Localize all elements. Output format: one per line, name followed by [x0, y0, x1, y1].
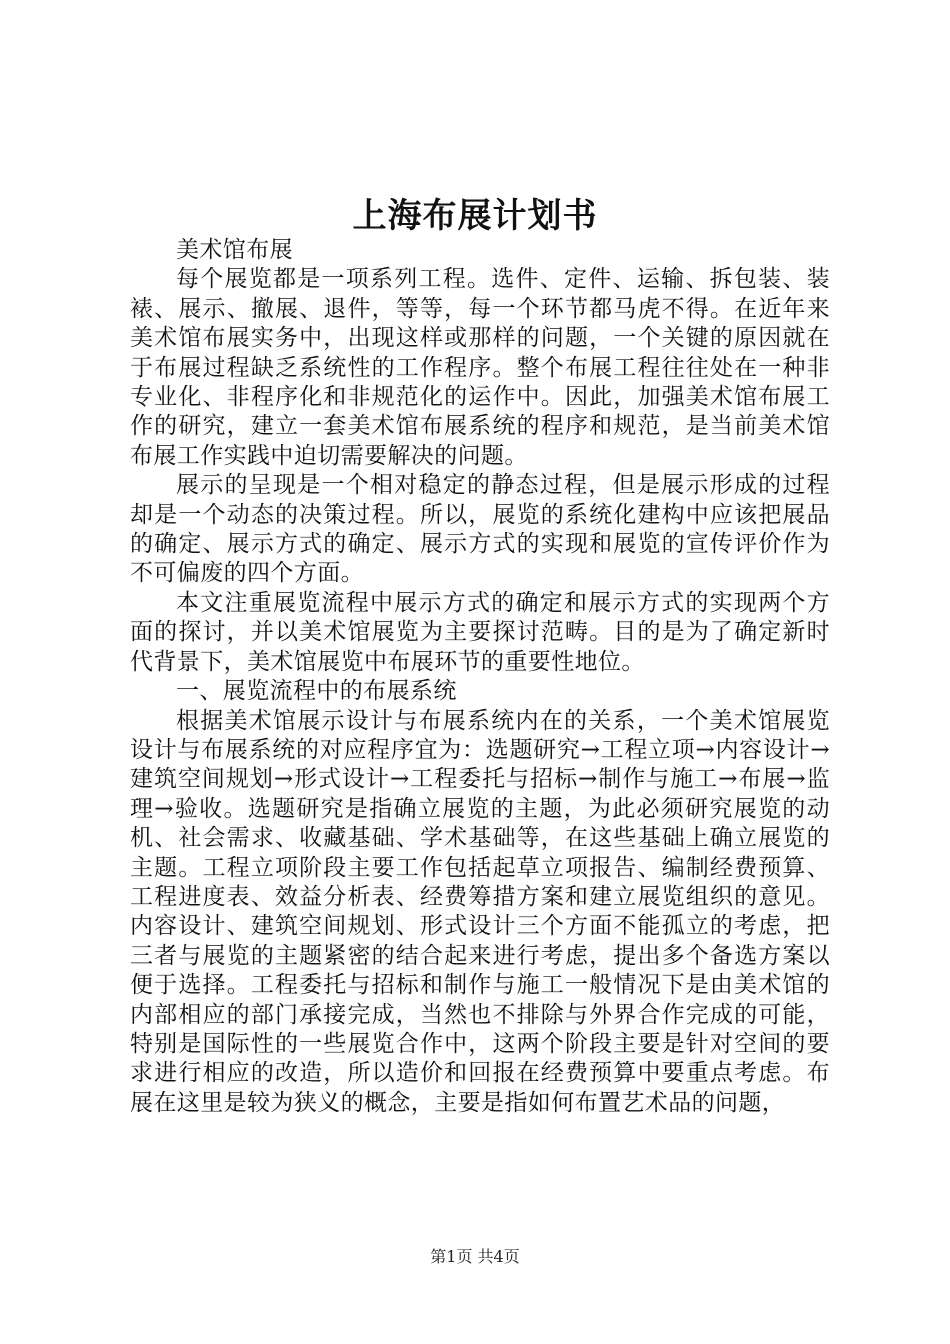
paragraph-intro: 每个展览都是一项系列工程。选件、定件、运输、拆包装、装裱、展示、撤展、退件，等等，每一个环节都马虎不得。在近年来美术馆布展实务中，出现这样或那样的问题，一个关键的原因就在于布展过程缺乏系统性的工作程序。整个布展工程往往处在一种非专业化、非程序化和非规范化的运作中。因此，加强美术馆布展工作的研究，建立一套美术馆布展系统的程序和规范，是当前美术馆布展工作实践中迫切需要解决的问题。: [130, 266, 830, 469]
document-title: 上海布展计划书: [352, 196, 598, 236]
paragraph-display-process: 展示的呈现是一个相对稳定的静态过程，但是展示形成的过程却是一个动态的决策过程。所以，展览的系统化建构中应该把展品的确定、展示方式的确定、展示方式的实现和展览的宣传评价作为不可偏废的四个方面。: [130, 472, 830, 587]
document-body: [130, 236, 830, 1118]
section-heading: 一、展览流程中的布展系统: [176, 678, 457, 705]
paragraph-focus: 本文注重展览流程中展示方式的确定和展示方式的实现两个方面的探讨，并以美术馆展览为主要探讨范畴。目的是为了确定新时代背景下，美术馆展览中布展环节的重要性地位。: [130, 589, 830, 675]
section-subtitle: 美术馆布展: [176, 237, 293, 263]
paragraph-workflow: 根据美术馆展示设计与布展系统内在的关系，一个美术馆展览设计与布展系统的对应程序宜为：选题研究→工程立项→内容设计→建筑空间规划→形式设计→工程委托与招标→制作与施工→布展→监理→验收。选题研究是指确立展览的主题，为此必须研究展览的动机、社会需求、收藏基础、学术基础等，在这些基础上确立展览的主题。工程立项阶段主要工作包括起草立项报告、编制经费预算、工程进度表、效益分析表、经费筹措方案和建立展览组织的意见。内容设计、建筑空间规划、形式设计三个方面不能孤立的考虑，把三者与展览的主题紧密的结合起来进行考虑，提出多个备选方案以便于选择。工程委托与招标和制作与施工一般情况下是由美术馆的内部相应的部门承接完成，当然也不排除与外界合作完成的可能，特别是国际性的一些展览合作中，这两个阶段主要是针对空间的要求进行相应的改造，所以造价和回报在经费预算中要重点考虑。布展在这里是较为狭义的概念，主要是指如何布置艺术品的问题，: [130, 707, 830, 1116]
page-footer: 第1页 共4页: [430, 1247, 520, 1266]
